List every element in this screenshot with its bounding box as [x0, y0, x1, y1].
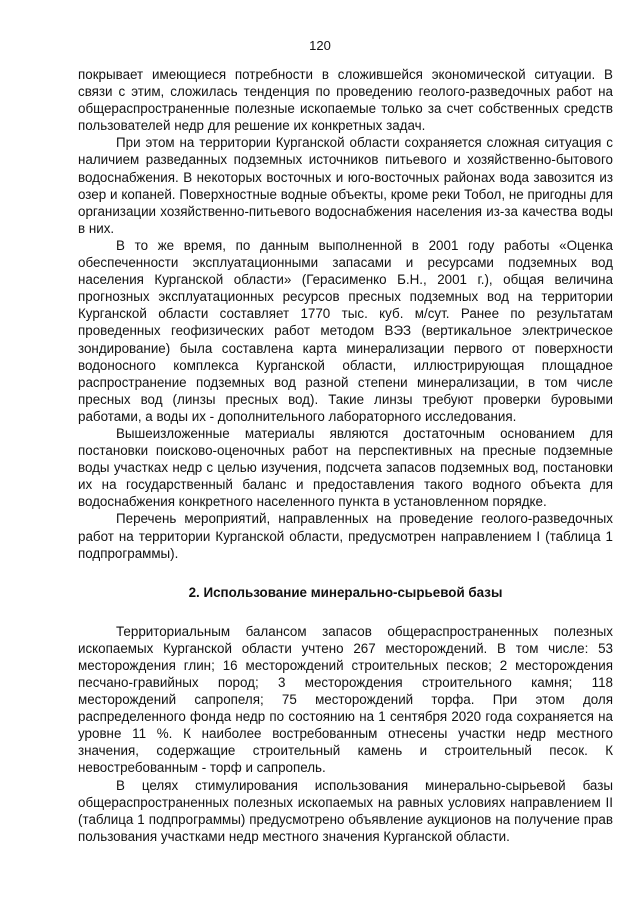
paragraph-auctions: В целях стимулирования использования минерально-сырьевой базы общераспространенных полезных ископаемых на равных условиях направлением II (таблица 1 подпрограммы) предусмотрено объявление аукционов на получение прав пользования участками недр местного значения Курганской области.: [78, 777, 613, 844]
document-body: [78, 66, 613, 845]
paragraph-deposits-balance: Территориальным балансом запасов общераспространенных полезных ископаемых Курганской области учтено 267 месторождений. В том числе: 53 месторождения глин; 16 месторождений строительных песков; 2 месторождения песчано-гравийных пород; 3 месторождения строительного камня; 118 месторождений сапропеля; 75 месторождений торфа. При этом доля распределенного фонда недр по состоянию на 1 сентября 2020 года сохраняется на уровне 11 %. К наиболее востребованным отнесены участки недр местного значения, содержащие строительный камень и строительный песок. К невостребованным - торф и сапропель.: [78, 623, 613, 776]
paragraph-water-situation: При этом на территории Курганской области сохраняется сложная ситуация с наличием разведанных подземных источников питьевого и хозяйственно-бытового водоснабжения. В некоторых восточных и юго-восточных районах вода завозится из озер и копаней. Поверхностные водные объекты, кроме реки Тобол, не пригодны для организации хозяйственно-питьевого водоснабжения населения из-за качества воды в них.: [78, 135, 613, 236]
paragraph-measures-list: Перечень мероприятий, направленных на проведение геолого-разведочных работ на территории Курганской области, предусмотрен направлением I (таблица 1 подпрограммы).: [78, 511, 613, 561]
paragraph-water-intro: покрывает имеющиеся потребности в сложившейся экономической ситуации. В связи с этим, сложилась тенденция по проведению геолого-разведочных работ на общераспространенные полезные ископаемые только за счет собственных средств пользователей недр для решение их конкретных задач.: [78, 67, 613, 134]
page-number: 120: [309, 38, 331, 53]
section-heading: 2. Использование минерально-сырьевой базы: [188, 584, 503, 600]
paragraph-exploration-basis: Вышеизложенные материалы являются достаточным основанием для постановки поисково-оценочных работ на перспективных на пресные подземные воды участках недр с целью изучения, подсчета запасов подземных вод, постановки их на государственный баланс и предоставления такого водного объекта для водоснабжения конкретного населенного пункта в установленном порядке.: [78, 425, 613, 510]
paragraph-water-resources: В то же время, по данным выполненной в 2001 году работы «Оценка обеспеченности эксплуатационными запасами и ресурсами подземных вод населения Курганской области» (Герасименко Б.Н., 2001 г.), общая величина прогнозных эксплуатационных ресурсов пресных подземных вод на территории Курганской области составляет 1770 тыс. куб. м/сут. Ранее по результатам проведенных геофизических работ методом ВЭЗ (вертикальное электрическое зондирование) была составлена карта минерализации первого от поверхности водоносного комплекса Курганской области, иллюстрирующая площадное распространение подземных вод разной степени минерализации, в том числе пресных вод (линзы пресных вод). Такие линзы требуют проверки буровыми работами, а воды их - дополнительного лабораторного исследования.: [78, 237, 613, 424]
